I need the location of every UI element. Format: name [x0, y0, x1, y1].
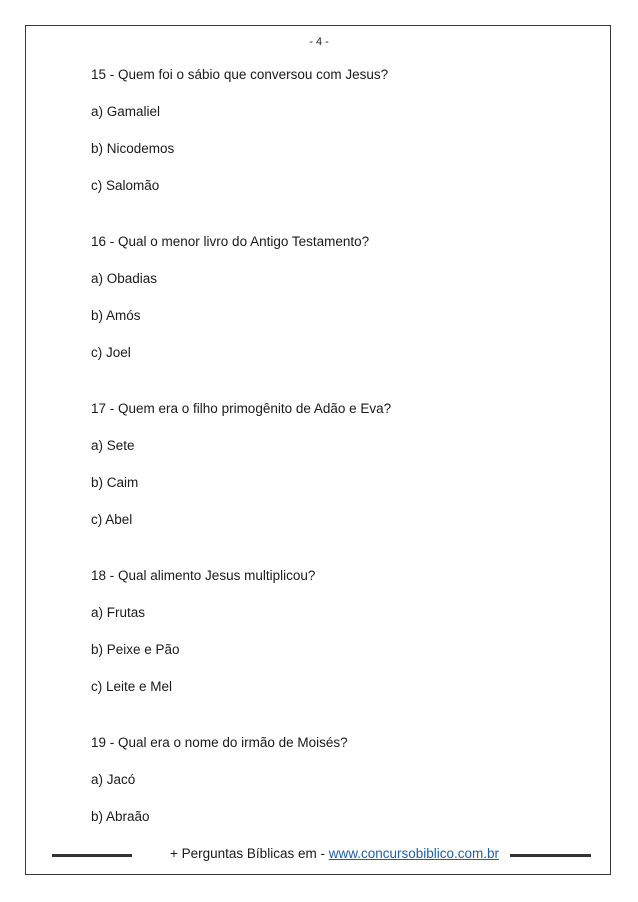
option-b: b) Nicodemos — [91, 141, 175, 156]
option-c: c) Salomão — [91, 178, 160, 193]
footer-text — [170, 845, 499, 863]
question-text: 17 - Quem era o filho primogênito de Adão e Eva? — [91, 401, 392, 416]
question-text: 16 - Qual o menor livro do Antigo Testamento? — [91, 234, 370, 249]
option-c: c) Leite e Mel — [91, 679, 173, 694]
page-number: - 4 - — [309, 36, 329, 48]
question-16 — [91, 233, 571, 362]
footer-divider-left — [52, 854, 132, 857]
option-a: a) Sete — [91, 438, 135, 453]
question-text: 15 - Quem foi o sábio que conversou com Jesus? — [91, 67, 389, 82]
question-text: 18 - Qual alimento Jesus multiplicou? — [91, 568, 316, 583]
option-a: a) Gamaliel — [91, 104, 161, 119]
question-15 — [91, 66, 571, 195]
question-19 — [91, 734, 571, 826]
option-c: c) Abel — [91, 512, 133, 527]
page-footer — [0, 842, 638, 866]
option-a: a) Obadias — [91, 271, 158, 286]
option-b: b) Amós — [91, 308, 141, 323]
footer-website-link[interactable]: www.concursobiblico.com.br — [328, 846, 500, 861]
question-18 — [91, 567, 571, 696]
option-a: a) Jacó — [91, 772, 136, 787]
option-b: b) Caim — [91, 475, 139, 490]
option-b: b) Abraão — [91, 809, 150, 824]
questions-content — [91, 66, 571, 864]
option-b: b) Peixe e Pão — [91, 642, 180, 657]
footer-prefix: + Perguntas Bíblicas em - — [170, 846, 329, 861]
question-text: 19 - Qual era o nome do irmão de Moisés? — [91, 735, 348, 750]
footer-divider-right — [510, 854, 591, 857]
option-c: c) Joel — [91, 345, 131, 360]
question-17 — [91, 400, 571, 529]
option-a: a) Frutas — [91, 605, 146, 620]
